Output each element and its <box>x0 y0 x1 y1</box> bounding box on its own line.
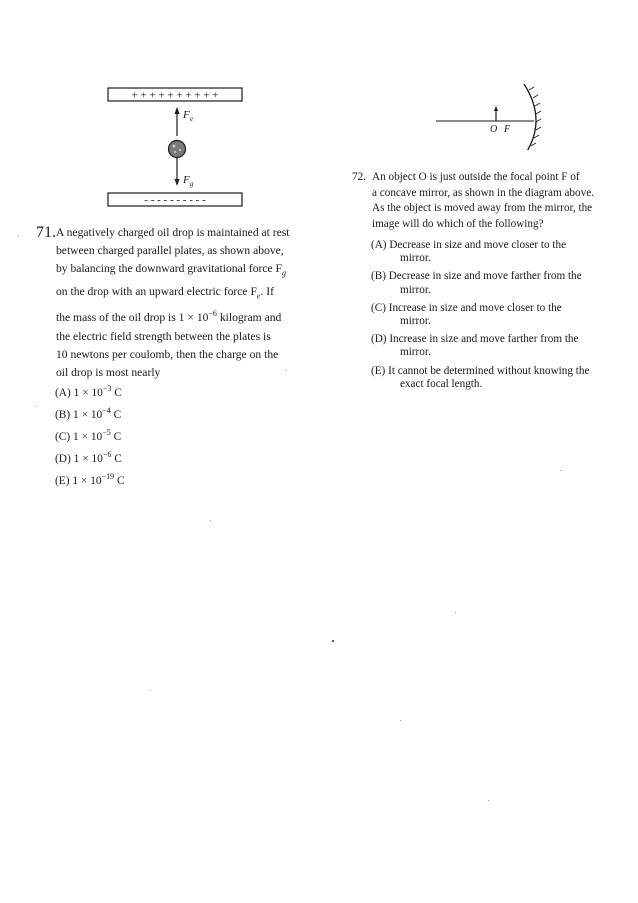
answer-choice[interactable]: (C) Increase in size and move closer to the mirror. <box>371 301 562 328</box>
oil-drop <box>169 141 186 158</box>
bottom-plate-charges: - - - - - - - - - - <box>144 194 206 206</box>
answer-choice[interactable]: (E) It cannot be determined without knowing the exact focal length. <box>371 364 590 390</box>
answer-choice[interactable]: (B) $1 \times 10^{-4}$ C <box>55 406 122 421</box>
scan-speck <box>36 406 37 407</box>
stem-line: image will do which of the following? <box>372 217 544 230</box>
fe-arrow-head <box>175 107 180 114</box>
scan-speck <box>332 640 334 642</box>
stem-line: by balancing the downward gravitational force $F_g$ <box>56 262 287 278</box>
scan-speck <box>150 690 151 691</box>
stem-line: the electric field strength between the plates is <box>56 329 271 343</box>
concave-mirror-diagram <box>430 80 560 150</box>
scan-speck <box>455 612 456 613</box>
stem-line: on the drop with an upward electric force $F_e$. If <box>56 284 274 301</box>
scan-speck <box>18 236 19 237</box>
object-arrow-head <box>494 106 498 111</box>
scan-speck <box>400 720 401 721</box>
answer-choice[interactable]: (A) Decrease in size and move closer to the mirror. <box>371 239 567 265</box>
mirror-surface <box>524 84 536 150</box>
question-stem <box>372 170 627 232</box>
stem-line: the mass of the oil drop is $1 \times 10^{-6}$ kilogram and <box>56 309 282 325</box>
stem-line: oil drop is most nearly <box>56 365 161 379</box>
question-number: 72. <box>352 171 366 183</box>
question-stem <box>56 224 331 382</box>
oil-drop-diagram <box>100 84 250 214</box>
question-number: 71. <box>36 224 56 241</box>
stem-line: A negatively charged oil drop is maintained at rest <box>56 226 290 239</box>
focal-label: F <box>504 124 511 135</box>
answer-choices-71 <box>55 380 255 490</box>
fg-label: $F_g$ <box>183 174 194 188</box>
answer-choice[interactable]: (C) $1 \times 10^{-5}$ C <box>55 428 122 443</box>
top-plate-charges: + + + + + + + + + + <box>131 89 219 102</box>
scan-speck <box>560 470 561 471</box>
scan-speck <box>210 520 211 521</box>
object-label: O <box>490 124 498 135</box>
stem-line: As the object is moved away from the mirror, the <box>372 202 593 215</box>
answer-choice[interactable]: (A) $1 \times 10^{-3}$ C <box>55 384 122 399</box>
fe-label: $F_e$ <box>183 109 194 123</box>
stem-line: between charged parallel plates, as shown above, <box>56 244 284 258</box>
answer-choices-72 <box>371 239 633 391</box>
answer-choice[interactable]: (D) $1 \times 10^{-6}$ C <box>55 450 122 465</box>
stem-line: a concave mirror, as shown in the diagram above. <box>372 186 594 199</box>
scan-speck <box>285 370 286 371</box>
answer-choice[interactable]: (D) Increase in size and move farther from the mirror. <box>371 333 579 359</box>
fg-arrow-head <box>175 179 180 186</box>
stem-line: 10 newtons per coulomb, then the charge on the <box>56 347 279 361</box>
stem-line: An object O is just outside the focal point F of <box>372 171 580 183</box>
scan-speck <box>488 800 489 801</box>
answer-choice[interactable]: (E) $1 \times 10^{-19}$ C <box>55 472 125 487</box>
answer-choice[interactable]: (B) Decrease in size and move farther from the mirror. <box>371 270 582 296</box>
